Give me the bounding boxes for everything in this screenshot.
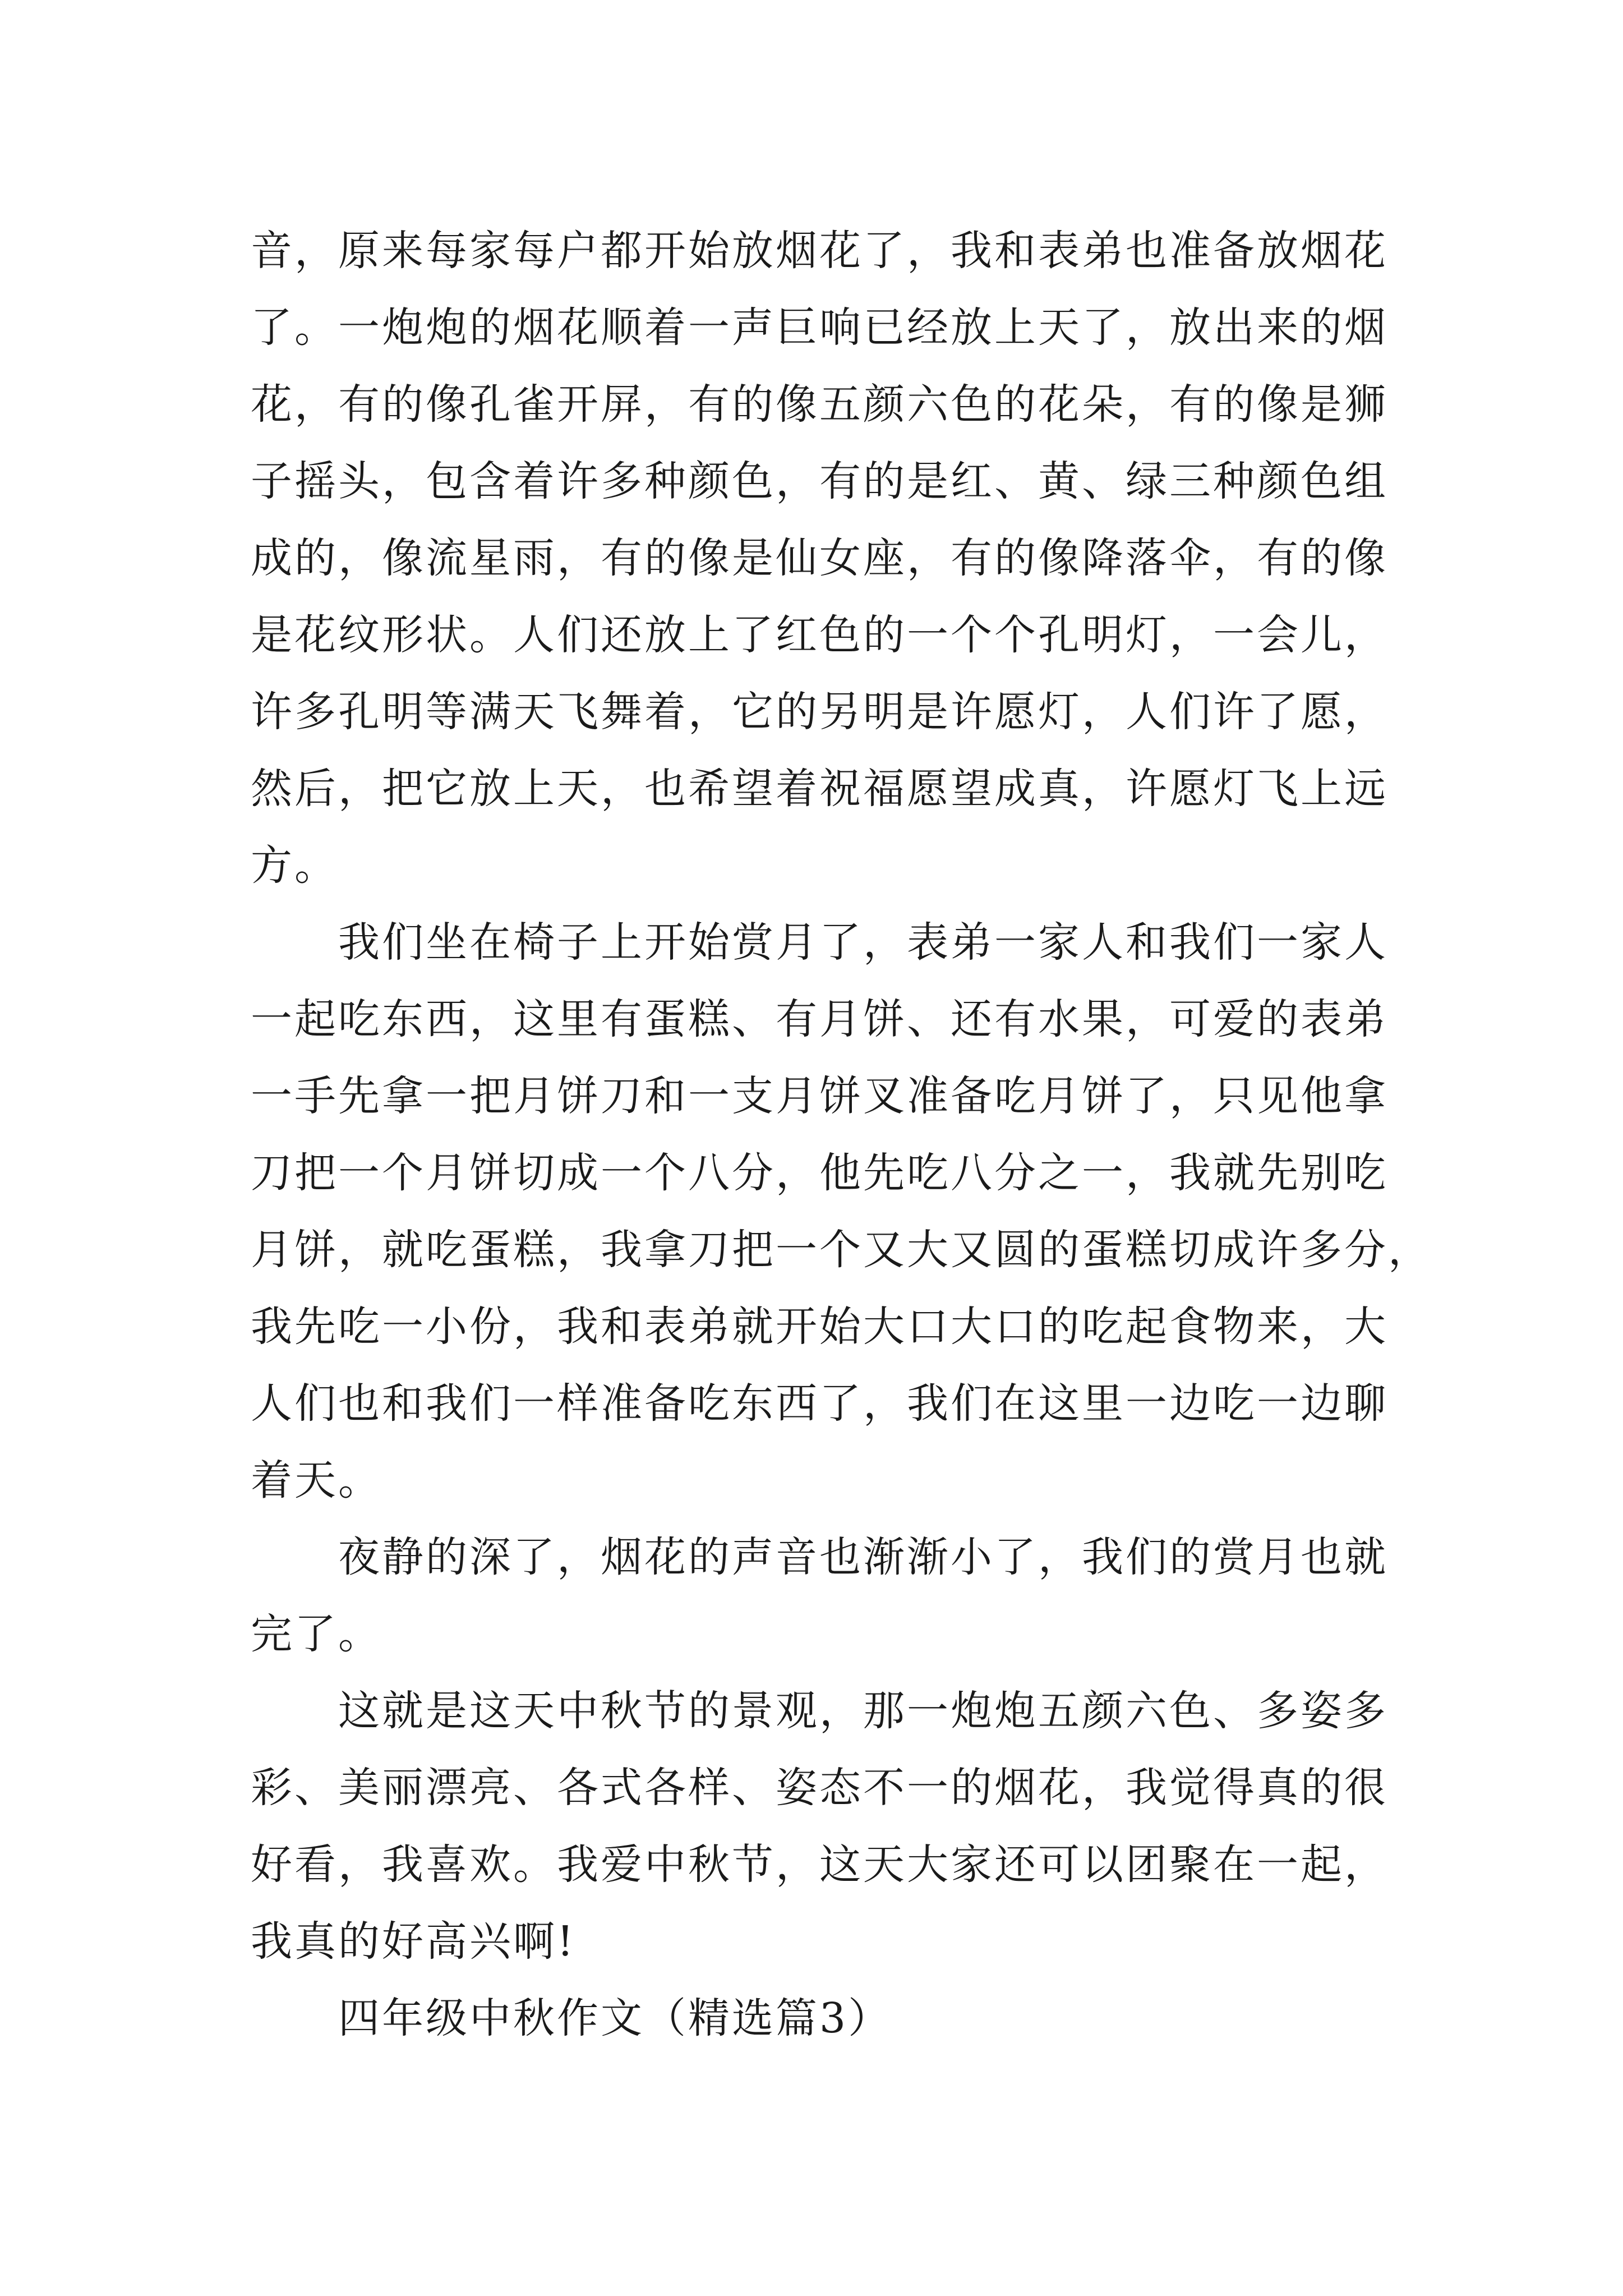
text-line: 着天。: [251, 1456, 382, 1504]
text-line: 成的，像流星雨，有的像是仙女座，有的像降落伞，有的像: [251, 534, 1388, 582]
text-line: 了。一炮炮的烟花顺着一声巨响已经放上天了，放出来的烟: [251, 303, 1388, 352]
text-line: 夜静的深了，烟花的声音也渐渐小了，我们的赏月也就: [338, 1533, 1388, 1581]
paragraph: [251, 1673, 1440, 1980]
paragraph-continued: [251, 213, 1440, 904]
text-line: 我先吃一小份，我和表弟就开始大口大口的吃起食物来，大: [251, 1303, 1388, 1351]
paragraph: [251, 1519, 1440, 1673]
document-page: [251, 213, 1440, 2057]
text-line: 人们也和我们一样准备吃东西了，我们在这里一边吃一边聊: [251, 1379, 1388, 1428]
text-line: 一起吃东西，这里有蛋糕、有月饼、还有水果，可爱的表弟: [251, 995, 1388, 1043]
paragraph: [251, 904, 1440, 1519]
text-line: 月饼，就吃蛋糕，我拿刀把一个又大又圆的蛋糕切成许多分，: [251, 1226, 1432, 1274]
text-line: 刀把一个月饼切成一个八分，他先吃八分之一，我就先别吃: [251, 1149, 1388, 1197]
section-heading: 四年级中秋作文（精选篇3）: [338, 1994, 892, 2042]
text-line: 方。: [251, 841, 338, 890]
text-line: 许多孔明等满天飞舞着，它的另明是许愿灯，人们许了愿，: [251, 688, 1388, 736]
text-line: 子摇头，包含着许多种颜色，有的是红、黄、绿三种颜色组: [251, 457, 1388, 505]
text-line: 完了。: [251, 1610, 382, 1658]
text-line: 花，有的像孔雀开屏，有的像五颜六色的花朵，有的像是狮: [251, 380, 1388, 429]
text-line: 这就是这天中秋节的景观，那一炮炮五颜六色、多姿多: [338, 1687, 1388, 1735]
text-line: 我真的好高兴啊!: [251, 1917, 576, 1966]
text-line: 一手先拿一把月饼刀和一支月饼叉准备吃月饼了，只见他拿: [251, 1072, 1388, 1120]
text-line: 音，原来每家每户都开始放烟花了，我和表弟也准备放烟花: [251, 227, 1388, 275]
text-line: 好看，我喜欢。我爱中秋节，这天大家还可以团聚在一起，: [251, 1841, 1388, 1889]
text-line: 然后，把它放上天，也希望着祝福愿望成真，许愿灯飞上远: [251, 765, 1388, 813]
text-line: 彩、美丽漂亮、各式各样、姿态不一的烟花，我觉得真的很: [251, 1764, 1388, 1812]
text-line: 是花纹形状。人们还放上了红色的一个个孔明灯，一会儿，: [251, 611, 1388, 659]
text-line: 我们坐在椅子上开始赏月了，表弟一家人和我们一家人: [338, 918, 1388, 967]
